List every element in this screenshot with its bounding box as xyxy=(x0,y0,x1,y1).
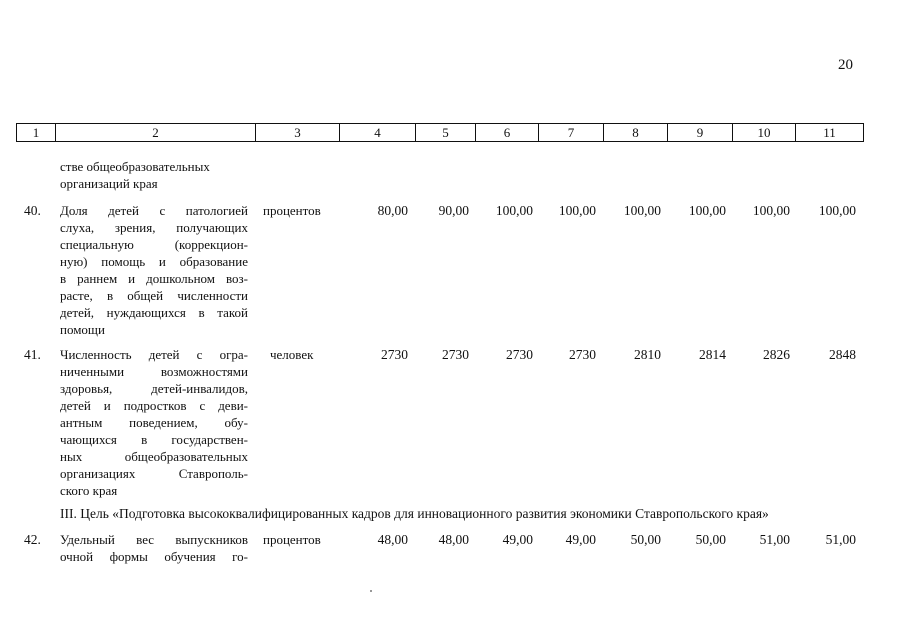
value-cell: 100,00 xyxy=(752,203,790,218)
header-cell: 2 xyxy=(55,124,255,141)
text-line: организациях Ставрополь- xyxy=(60,466,248,481)
header-cell: 1 xyxy=(32,125,40,140)
row-number: 40. xyxy=(24,203,41,218)
text-line: здоровья, детей-инвалидов, xyxy=(60,381,248,396)
text-line: ную) помощь и образование xyxy=(60,254,248,269)
header-cell: 4 xyxy=(339,124,415,141)
value-cell: 2826 xyxy=(763,347,790,362)
value-cell: 51,00 xyxy=(759,532,790,547)
text-line: Численность детей с огра- xyxy=(60,347,248,362)
value-cell: 2730 xyxy=(442,347,469,362)
text-line: стве общеобразовательных xyxy=(60,159,210,174)
page-number: 20 xyxy=(838,57,853,73)
text-line: расте, в общей численности xyxy=(60,288,248,303)
value-cell: 50,00 xyxy=(695,532,726,547)
text-line: Удельный вес выпускников xyxy=(60,532,248,547)
row-description xyxy=(60,202,248,338)
header-cell: 9 xyxy=(667,124,732,141)
value-cell: 50,00 xyxy=(630,532,661,547)
value-cell: 51,00 xyxy=(825,532,856,547)
header-cell: 8 xyxy=(603,124,667,141)
row-number: 41. xyxy=(24,347,41,362)
unit: человек xyxy=(270,347,314,362)
text-line: Доля детей с патологией xyxy=(60,203,248,218)
value-cell: 100,00 xyxy=(623,203,661,218)
value-cell: 100,00 xyxy=(495,203,533,218)
text-line: ниченными возможностями xyxy=(60,364,248,379)
header-cell: 10 xyxy=(732,124,795,141)
value-cell: 48,00 xyxy=(377,532,408,547)
header-cell: 6 xyxy=(475,124,538,141)
unit: процентов xyxy=(263,203,321,218)
value-cell: 100,00 xyxy=(558,203,596,218)
text-line: в раннем и дошкольном воз- xyxy=(60,271,248,286)
value-cell: 49,00 xyxy=(565,532,596,547)
row-number: 42. xyxy=(24,532,41,547)
scan-speck xyxy=(370,590,372,592)
text-line: ных общеобразовательных xyxy=(60,449,248,464)
header-cell: 3 xyxy=(255,124,339,141)
section-title: III. Цель «Подготовка высококвалифицированных кадров для инновационного развития экономики Ставропольского края» xyxy=(60,506,769,521)
table-header-row xyxy=(16,123,864,142)
value-cell: 100,00 xyxy=(818,203,856,218)
text-line: антным поведением, обу- xyxy=(60,415,248,430)
continued-description xyxy=(60,158,250,192)
text-line: чающихся в государствен- xyxy=(60,432,248,447)
row-description xyxy=(60,531,248,565)
value-cell: 2814 xyxy=(699,347,726,362)
header-cell: 7 xyxy=(538,124,603,141)
value-cell: 2730 xyxy=(569,347,596,362)
value-cell: 2810 xyxy=(634,347,661,362)
value-cell: 49,00 xyxy=(502,532,533,547)
value-cell: 100,00 xyxy=(688,203,726,218)
value-cell: 80,00 xyxy=(377,203,408,218)
text-line: помощи xyxy=(60,322,105,337)
row-description xyxy=(60,346,248,499)
text-line: детей и подростков с деви- xyxy=(60,398,248,413)
value-cell: 2730 xyxy=(506,347,533,362)
text-line: детей, нуждающихся в такой xyxy=(60,305,248,320)
text-line: специальную (коррекцион- xyxy=(60,237,248,252)
value-cell: 90,00 xyxy=(438,203,469,218)
value-cell: 2730 xyxy=(381,347,408,362)
text-line: организаций края xyxy=(60,176,158,191)
header-cell: 11 xyxy=(795,124,863,141)
text-line: слуха, зрения, получающих xyxy=(60,220,248,235)
header-cell: 5 xyxy=(415,124,475,141)
text-line: очной формы обучения го- xyxy=(60,549,248,564)
value-cell: 48,00 xyxy=(438,532,469,547)
value-cell: 2848 xyxy=(829,347,856,362)
unit: процентов xyxy=(263,532,321,547)
text-line: ского края xyxy=(60,483,118,498)
